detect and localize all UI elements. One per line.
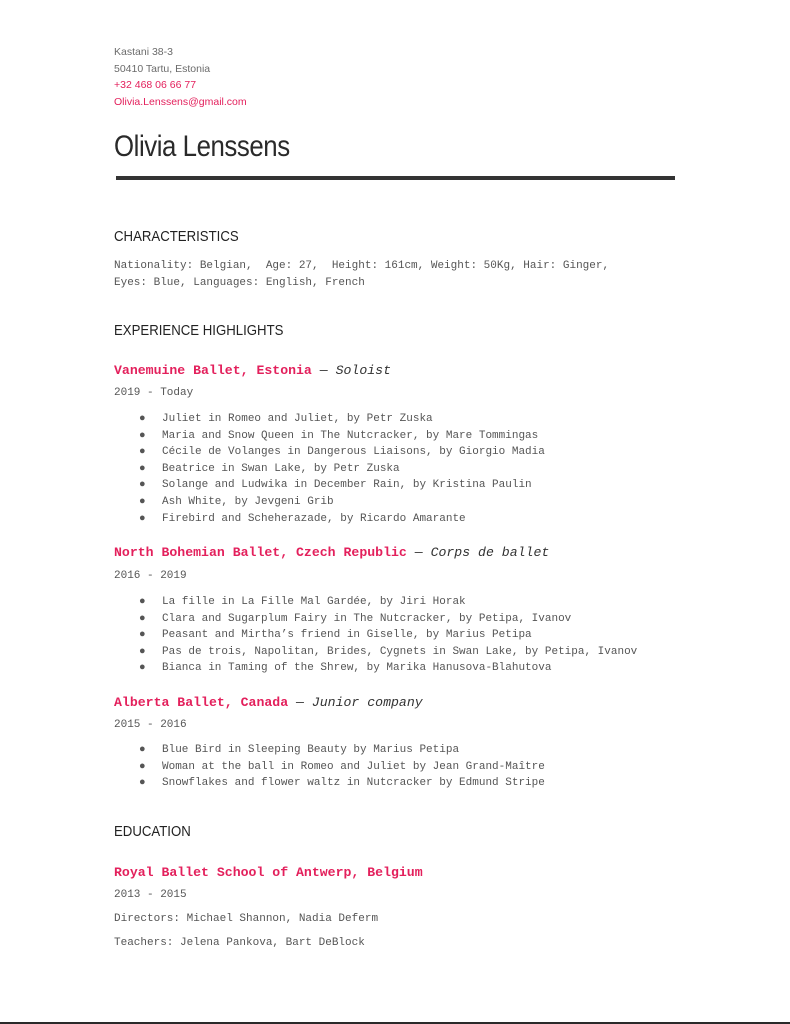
list-item: ● Firebird and Scheherazade, by Ricardo Amarante	[139, 511, 545, 528]
education-years: 2013 - 2015	[114, 889, 187, 901]
job-organization: Alberta Ballet, Canada	[114, 695, 289, 710]
name-divider	[116, 176, 675, 180]
list-item: ● Woman at the ball in Romeo and Juliet by Jean Grand-Maître	[139, 759, 545, 776]
job-roles-list	[139, 594, 637, 677]
contact-phone[interactable]: +32 468 06 66 77	[114, 79, 197, 91]
job-years: 2015 - 2016	[114, 719, 187, 731]
bullet-icon: ●	[139, 446, 146, 459]
bullet-icon: ●	[139, 413, 146, 425]
list-item: ● La fille in La Fille Mal Gardée, by Jiri Horak	[139, 594, 637, 611]
bullet-icon: ●	[139, 462, 146, 475]
list-item: ● Peasant and Mirtha’s friend in Giselle, by Marius Petipa	[139, 627, 637, 644]
list-item: ● Juliet in Romeo and Juliet, by Petr Zuska	[139, 411, 545, 428]
list-item: ● Bianca in Taming of the Shrew, by Marika Hanusova-Blahutova	[139, 660, 637, 677]
job-role: Junior company	[311, 695, 423, 710]
contact-street: Kastani 38-3	[114, 46, 173, 58]
list-item: ● Ash White, by Jevgeni Grib	[139, 494, 545, 511]
job-title	[114, 545, 549, 560]
list-item: ● Cécile de Volanges in Dangerous Liaisons, by Giorgio Madia	[139, 444, 545, 461]
education-teachers: Teachers: Jelena Pankova, Bart DeBlock	[114, 937, 365, 949]
characteristics-line-1: Nationality: Belgian, Age: 27, Height: 161cm, Weight: 50Kg, Hair: Ginger,	[114, 260, 610, 272]
job-years: 2019 - Today	[114, 387, 194, 399]
characteristics-text	[114, 258, 609, 291]
job-title	[114, 363, 391, 378]
bullet-icon: ●	[139, 645, 146, 658]
list-item: ● Clara and Sugarplum Fairy in The Nutcracker, by Petipa, Ivanov	[139, 611, 637, 628]
contact-city: 50410 Tartu, Estonia	[114, 62, 211, 75]
school-name: Royal Ballet School of Antwerp, Belgium	[114, 865, 423, 880]
list-item: ● Beatrice in Swan Lake, by Petr Zuska	[139, 461, 545, 478]
bullet-icon: ●	[139, 744, 146, 756]
list-item: ● Maria and Snow Queen in The Nutcracker, by Mare Tommingas	[139, 428, 545, 445]
bullet-icon: ●	[139, 662, 146, 675]
bullet-icon: ●	[139, 512, 146, 525]
job-roles-list	[139, 742, 545, 792]
job-separator: —	[288, 695, 312, 710]
characteristics-line-2: Eyes: Blue, Languages: English, French	[114, 276, 365, 289]
list-item: ● Snowflakes and flower waltz in Nutcracker by Edmund Stripe	[139, 775, 545, 792]
list-item: ● Pas de trois, Napolitan, Brides, Cygnets in Swan Lake, by Petipa, Ivanov	[139, 644, 637, 661]
candidate-name: Olivia Lenssens	[114, 130, 290, 163]
job-roles-list	[139, 411, 545, 527]
job-role: Soloist	[335, 363, 392, 378]
list-item: ● Solange and Ludwika in December Rain, by Kristina Paulin	[139, 477, 545, 494]
school-title	[114, 865, 423, 880]
contact-email[interactable]: Olivia.Lenssens@gmail.com	[114, 95, 247, 108]
contact-block	[114, 44, 247, 110]
education-heading: EDUCATION	[114, 823, 191, 840]
job-years: 2016 - 2019	[114, 570, 187, 582]
job-organization: Vanemuine Ballet, Estonia	[114, 363, 312, 378]
characteristics-heading: CHARACTERISTICS	[114, 228, 239, 245]
bullet-icon: ●	[139, 479, 146, 492]
job-title	[114, 695, 423, 710]
bullet-icon: ●	[139, 612, 146, 625]
job-role: Corps de ballet	[430, 545, 550, 560]
education-directors: Directors: Michael Shannon, Nadia Deferm	[114, 913, 379, 925]
job-organization: North Bohemian Ballet, Czech Republic	[114, 545, 407, 560]
bullet-icon: ●	[139, 495, 146, 508]
experience-heading: EXPERIENCE HIGHLIGHTS	[114, 322, 284, 339]
bullet-icon: ●	[139, 777, 146, 790]
job-separator: —	[406, 545, 431, 560]
bullet-icon: ●	[139, 596, 146, 608]
list-item: ● Blue Bird in Sleeping Beauty by Marius Petipa	[139, 742, 545, 759]
bullet-icon: ●	[139, 629, 146, 642]
bullet-icon: ●	[139, 429, 146, 442]
job-separator: —	[311, 363, 336, 378]
bullet-icon: ●	[139, 760, 146, 773]
